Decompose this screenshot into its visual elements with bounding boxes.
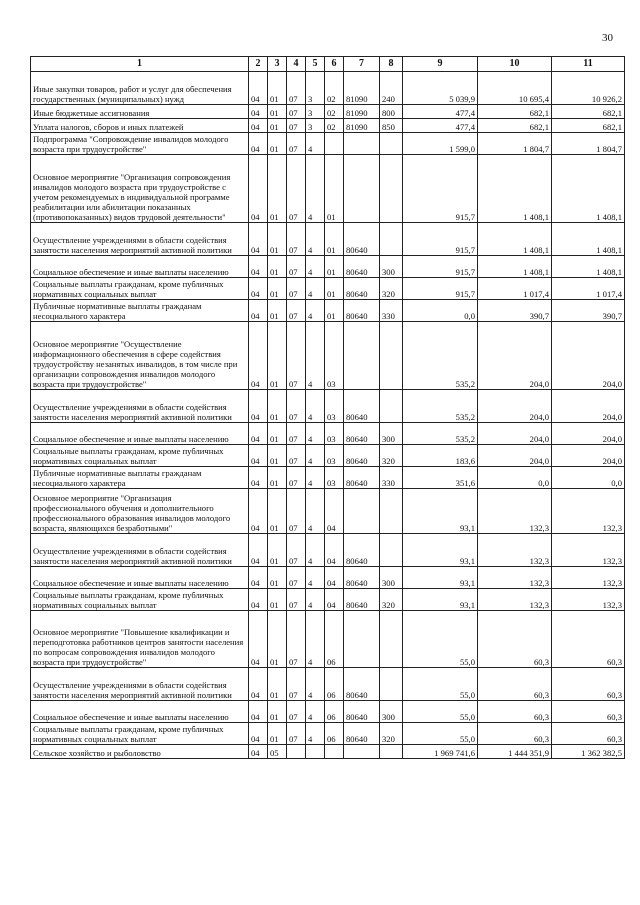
code-cell [325, 133, 344, 155]
amount-cell: 1 408,1 [552, 256, 625, 278]
header-cell: 5 [306, 57, 325, 72]
amount-cell: 1 969 741,6 [403, 745, 478, 759]
code-cell: 80640 [344, 668, 380, 701]
amount-cell: 55,0 [403, 668, 478, 701]
code-cell: 01 [268, 668, 287, 701]
amount-cell: 682,1 [478, 119, 552, 133]
code-cell: 4 [306, 611, 325, 668]
table-row [31, 745, 625, 759]
table-row [31, 611, 625, 668]
code-cell: 04 [325, 567, 344, 589]
code-cell: 300 [380, 567, 403, 589]
row-label-cell: Социальные выплаты гражданам, кроме публичных нормативных социальных выплат [31, 723, 249, 745]
code-cell: 04 [249, 668, 268, 701]
code-cell: 07 [287, 567, 306, 589]
amount-cell: 5 039,9 [403, 72, 478, 105]
code-cell: 01 [325, 155, 344, 223]
page-number: 30 [602, 32, 613, 44]
code-cell: 04 [249, 489, 268, 534]
table-row [31, 133, 625, 155]
table-row [31, 278, 625, 300]
code-cell: 07 [287, 701, 306, 723]
code-cell: 07 [287, 611, 306, 668]
header-cell: 7 [344, 57, 380, 72]
row-label-cell: Осуществление учреждениями в области содействия занятости населения мероприятий активной политики [31, 534, 249, 567]
header-cell: 6 [325, 57, 344, 72]
code-cell: 800 [380, 105, 403, 119]
amount-cell: 1 362 382,5 [552, 745, 625, 759]
table-row [31, 534, 625, 567]
code-cell: 80640 [344, 567, 380, 589]
code-cell: 04 [249, 567, 268, 589]
code-cell: 4 [306, 300, 325, 322]
amount-cell: 132,3 [552, 589, 625, 611]
table-row [31, 322, 625, 390]
code-cell: 330 [380, 467, 403, 489]
amount-cell: 1 408,1 [478, 223, 552, 256]
amount-cell: 477,4 [403, 105, 478, 119]
code-cell: 07 [287, 723, 306, 745]
amount-cell: 682,1 [552, 119, 625, 133]
amount-cell: 60,3 [478, 701, 552, 723]
code-cell: 01 [268, 567, 287, 589]
code-cell: 80640 [344, 723, 380, 745]
table-row [31, 72, 625, 105]
table-row [31, 390, 625, 423]
row-label-cell: Осуществление учреждениями в области содействия занятости населения мероприятий активной политики [31, 668, 249, 701]
code-cell: 01 [268, 445, 287, 467]
code-cell: 4 [306, 489, 325, 534]
amount-cell: 390,7 [478, 300, 552, 322]
code-cell: 07 [287, 278, 306, 300]
code-cell: 01 [268, 300, 287, 322]
code-cell: 240 [380, 72, 403, 105]
code-cell: 04 [249, 133, 268, 155]
code-cell: 07 [287, 489, 306, 534]
code-cell: 04 [249, 105, 268, 119]
code-cell [344, 322, 380, 390]
table-row [31, 300, 625, 322]
amount-cell: 55,0 [403, 723, 478, 745]
code-cell: 04 [249, 322, 268, 390]
row-label-cell: Основное мероприятие "Повышение квалификации и переподготовка работников центров занятости населения по вопросам сопровождения инвалидов молодого возраста при трудоустройстве" [31, 611, 249, 668]
code-cell: 04 [249, 723, 268, 745]
amount-cell: 204,0 [552, 390, 625, 423]
code-cell: 4 [306, 668, 325, 701]
code-cell: 07 [287, 223, 306, 256]
table-row [31, 223, 625, 256]
amount-cell: 535,2 [403, 390, 478, 423]
table-row [31, 589, 625, 611]
code-cell: 4 [306, 589, 325, 611]
code-cell: 04 [249, 119, 268, 133]
header-cell: 9 [403, 57, 478, 72]
code-cell [344, 133, 380, 155]
code-cell: 04 [249, 72, 268, 105]
code-cell: 01 [268, 723, 287, 745]
code-cell: 04 [249, 589, 268, 611]
code-cell: 03 [325, 322, 344, 390]
code-cell: 80640 [344, 589, 380, 611]
code-cell: 4 [306, 278, 325, 300]
row-label-cell: Осуществление учреждениями в области содействия занятости населения мероприятий активной политики [31, 390, 249, 423]
code-cell: 300 [380, 423, 403, 445]
row-label-cell: Публичные нормативные выплаты гражданам несоциального характера [31, 300, 249, 322]
code-cell [380, 390, 403, 423]
amount-cell: 1 017,4 [478, 278, 552, 300]
row-label-cell: Социальные выплаты гражданам, кроме публичных нормативных социальных выплат [31, 278, 249, 300]
amount-cell: 535,2 [403, 322, 478, 390]
code-cell: 04 [249, 223, 268, 256]
header-cell: 4 [287, 57, 306, 72]
code-cell: 04 [325, 589, 344, 611]
code-cell: 330 [380, 300, 403, 322]
code-cell: 4 [306, 467, 325, 489]
code-cell: 04 [249, 534, 268, 567]
code-cell: 01 [268, 278, 287, 300]
row-label-cell: Основное мероприятие "Осуществление информационного обеспечения в сфере содействия трудоустройству незанятых инвалидов, в том числе при организации сопровождения инвалидов молодого возраста при трудоустройстве" [31, 322, 249, 390]
row-label-cell: Социальное обеспечение и иные выплаты населению [31, 423, 249, 445]
row-label-cell: Социальное обеспечение и иные выплаты населению [31, 567, 249, 589]
amount-cell: 204,0 [552, 322, 625, 390]
code-cell [380, 745, 403, 759]
code-cell [325, 745, 344, 759]
code-cell: 01 [268, 589, 287, 611]
code-cell: 01 [268, 611, 287, 668]
code-cell: 07 [287, 300, 306, 322]
code-cell: 04 [249, 701, 268, 723]
code-cell: 06 [325, 668, 344, 701]
header-cell: 1 [31, 57, 249, 72]
code-cell [287, 745, 306, 759]
amount-cell: 55,0 [403, 611, 478, 668]
row-label-cell: Иные закупки товаров, работ и услуг для обеспечения государственных (муниципальных) нужд [31, 72, 249, 105]
code-cell: 850 [380, 119, 403, 133]
header-cell: 10 [478, 57, 552, 72]
code-cell [380, 133, 403, 155]
amount-cell: 1 408,1 [478, 256, 552, 278]
amount-cell: 477,4 [403, 119, 478, 133]
code-cell: 01 [325, 278, 344, 300]
amount-cell: 132,3 [552, 534, 625, 567]
code-cell: 300 [380, 256, 403, 278]
amount-cell: 60,3 [552, 723, 625, 745]
code-cell: 81090 [344, 119, 380, 133]
amount-cell: 93,1 [403, 589, 478, 611]
amount-cell: 132,3 [552, 489, 625, 534]
code-cell: 3 [306, 119, 325, 133]
table-row [31, 489, 625, 534]
row-label-cell: Социальные выплаты гражданам, кроме публичных нормативных социальных выплат [31, 445, 249, 467]
row-label-cell: Социальное обеспечение и иные выплаты населению [31, 701, 249, 723]
code-cell: 4 [306, 423, 325, 445]
header-cell: 11 [552, 57, 625, 72]
code-cell: 320 [380, 589, 403, 611]
table-row [31, 119, 625, 133]
amount-cell: 60,3 [552, 611, 625, 668]
code-cell: 80640 [344, 423, 380, 445]
code-cell: 320 [380, 723, 403, 745]
amount-cell: 0,0 [403, 300, 478, 322]
amount-cell: 915,7 [403, 256, 478, 278]
code-cell: 3 [306, 72, 325, 105]
code-cell: 01 [268, 105, 287, 119]
code-cell: 07 [287, 105, 306, 119]
row-label-cell: Сельское хозяйство и рыболовство [31, 745, 249, 759]
code-cell: 80640 [344, 701, 380, 723]
code-cell: 300 [380, 701, 403, 723]
code-cell: 04 [249, 278, 268, 300]
code-cell: 02 [325, 119, 344, 133]
code-cell: 80640 [344, 223, 380, 256]
amount-cell: 132,3 [552, 567, 625, 589]
amount-cell: 93,1 [403, 534, 478, 567]
code-cell: 07 [287, 668, 306, 701]
code-cell [306, 745, 325, 759]
row-label-cell: Уплата налогов, сборов и иных платежей [31, 119, 249, 133]
code-cell: 80640 [344, 256, 380, 278]
code-cell [380, 611, 403, 668]
code-cell: 01 [268, 119, 287, 133]
code-cell: 07 [287, 322, 306, 390]
header-cell: 8 [380, 57, 403, 72]
code-cell: 80640 [344, 300, 380, 322]
amount-cell: 10 695,4 [478, 72, 552, 105]
code-cell: 02 [325, 105, 344, 119]
code-cell [380, 155, 403, 223]
code-cell: 3 [306, 105, 325, 119]
amount-cell: 1 804,7 [478, 133, 552, 155]
code-cell: 01 [268, 423, 287, 445]
code-cell: 01 [268, 467, 287, 489]
amount-cell: 0,0 [478, 467, 552, 489]
amount-cell: 132,3 [478, 567, 552, 589]
code-cell: 07 [287, 467, 306, 489]
code-cell: 01 [268, 701, 287, 723]
amount-cell: 204,0 [478, 322, 552, 390]
table-row [31, 256, 625, 278]
amount-cell: 915,7 [403, 278, 478, 300]
code-cell: 4 [306, 133, 325, 155]
amount-cell: 390,7 [552, 300, 625, 322]
code-cell: 07 [287, 423, 306, 445]
header-row [31, 57, 625, 72]
code-cell [380, 489, 403, 534]
code-cell: 01 [268, 155, 287, 223]
amount-cell: 55,0 [403, 701, 478, 723]
amount-cell: 1 017,4 [552, 278, 625, 300]
amount-cell: 204,0 [552, 423, 625, 445]
amount-cell: 60,3 [478, 668, 552, 701]
amount-cell: 682,1 [478, 105, 552, 119]
code-cell: 03 [325, 423, 344, 445]
code-cell: 4 [306, 223, 325, 256]
code-cell: 01 [325, 300, 344, 322]
amount-cell: 204,0 [478, 390, 552, 423]
code-cell: 4 [306, 322, 325, 390]
table-row [31, 723, 625, 745]
table-row [31, 567, 625, 589]
row-label-cell: Осуществление учреждениями в области содействия занятости населения мероприятий активной политики [31, 223, 249, 256]
code-cell: 06 [325, 611, 344, 668]
amount-cell: 93,1 [403, 489, 478, 534]
code-cell: 01 [268, 72, 287, 105]
amount-cell: 132,3 [478, 489, 552, 534]
code-cell: 320 [380, 278, 403, 300]
code-cell: 4 [306, 390, 325, 423]
table-row [31, 155, 625, 223]
code-cell: 07 [287, 390, 306, 423]
amount-cell: 0,0 [552, 467, 625, 489]
code-cell: 04 [249, 467, 268, 489]
code-cell [344, 489, 380, 534]
amount-cell: 915,7 [403, 223, 478, 256]
amount-cell: 204,0 [478, 445, 552, 467]
amount-cell: 682,1 [552, 105, 625, 119]
code-cell: 01 [268, 322, 287, 390]
code-cell: 81090 [344, 105, 380, 119]
code-cell: 01 [268, 489, 287, 534]
code-cell: 4 [306, 155, 325, 223]
code-cell: 02 [325, 72, 344, 105]
code-cell: 01 [268, 133, 287, 155]
code-cell: 4 [306, 256, 325, 278]
code-cell: 4 [306, 701, 325, 723]
amount-cell: 60,3 [478, 723, 552, 745]
amount-cell: 535,2 [403, 423, 478, 445]
budget-table [30, 56, 625, 759]
code-cell: 01 [325, 256, 344, 278]
header-cell: 3 [268, 57, 287, 72]
code-cell: 07 [287, 445, 306, 467]
code-cell: 03 [325, 390, 344, 423]
code-cell: 01 [268, 390, 287, 423]
code-cell: 81090 [344, 72, 380, 105]
row-label-cell: Публичные нормативные выплаты гражданам несоциального характера [31, 467, 249, 489]
amount-cell: 1 599,0 [403, 133, 478, 155]
code-cell: 80640 [344, 445, 380, 467]
amount-cell: 132,3 [478, 534, 552, 567]
code-cell: 320 [380, 445, 403, 467]
code-cell: 04 [249, 745, 268, 759]
code-cell: 4 [306, 445, 325, 467]
row-label-cell: Основное мероприятие "Организация сопровождения инвалидов молодого возраста при трудоустройстве с учетом рекомендуемых в индивидуальной программе реабилитации или абилитации показанных (противопоказанных) видов трудовой деятельности" [31, 155, 249, 223]
code-cell [380, 534, 403, 567]
code-cell: 04 [249, 423, 268, 445]
amount-cell: 1 444 351,9 [478, 745, 552, 759]
code-cell: 04 [249, 155, 268, 223]
code-cell: 80640 [344, 278, 380, 300]
amount-cell: 93,1 [403, 567, 478, 589]
code-cell: 07 [287, 256, 306, 278]
code-cell: 80640 [344, 390, 380, 423]
code-cell: 07 [287, 119, 306, 133]
amount-cell: 183,6 [403, 445, 478, 467]
code-cell: 06 [325, 723, 344, 745]
code-cell: 03 [325, 445, 344, 467]
amount-cell: 1 408,1 [552, 223, 625, 256]
amount-cell: 1 804,7 [552, 133, 625, 155]
table-row [31, 701, 625, 723]
code-cell: 07 [287, 133, 306, 155]
code-cell [380, 322, 403, 390]
code-cell [380, 668, 403, 701]
code-cell: 04 [249, 445, 268, 467]
amount-cell: 10 926,2 [552, 72, 625, 105]
row-label-cell: Социальное обеспечение и иные выплаты населению [31, 256, 249, 278]
amount-cell: 351,6 [403, 467, 478, 489]
code-cell [344, 745, 380, 759]
code-cell [380, 223, 403, 256]
code-cell: 4 [306, 567, 325, 589]
amount-cell: 1 408,1 [478, 155, 552, 223]
code-cell: 04 [249, 390, 268, 423]
row-label-cell: Социальные выплаты гражданам, кроме публичных нормативных социальных выплат [31, 589, 249, 611]
code-cell: 01 [325, 223, 344, 256]
code-cell: 07 [287, 534, 306, 567]
code-cell: 07 [287, 72, 306, 105]
code-cell: 07 [287, 155, 306, 223]
code-cell: 04 [249, 300, 268, 322]
row-label-cell: Основное мероприятие "Организация профессионального обучения и дополнительного профессионального образования инвалидов молодого возраста, являющихся безработными" [31, 489, 249, 534]
code-cell: 03 [325, 467, 344, 489]
code-cell: 01 [268, 534, 287, 567]
amount-cell: 60,3 [552, 701, 625, 723]
code-cell: 80640 [344, 467, 380, 489]
code-cell: 4 [306, 723, 325, 745]
code-cell: 4 [306, 534, 325, 567]
amount-cell: 60,3 [478, 611, 552, 668]
code-cell: 04 [249, 256, 268, 278]
amount-cell: 915,7 [403, 155, 478, 223]
code-cell [344, 611, 380, 668]
code-cell: 80640 [344, 534, 380, 567]
table-row [31, 445, 625, 467]
code-cell: 05 [268, 745, 287, 759]
amount-cell: 1 408,1 [552, 155, 625, 223]
code-cell: 04 [325, 534, 344, 567]
code-cell: 01 [268, 223, 287, 256]
table-row [31, 668, 625, 701]
table-row [31, 423, 625, 445]
amount-cell: 60,3 [552, 668, 625, 701]
table-row [31, 105, 625, 119]
code-cell: 04 [249, 611, 268, 668]
row-label-cell: Иные бюджетные ассигнования [31, 105, 249, 119]
amount-cell: 204,0 [478, 423, 552, 445]
row-label-cell: Подпрограмма "Сопровождение инвалидов молодого возраста при трудоустройстве" [31, 133, 249, 155]
code-cell: 07 [287, 589, 306, 611]
code-cell [344, 155, 380, 223]
code-cell: 06 [325, 701, 344, 723]
code-cell: 04 [325, 489, 344, 534]
code-cell: 01 [268, 256, 287, 278]
table-row [31, 467, 625, 489]
table-body [31, 72, 625, 759]
amount-cell: 204,0 [552, 445, 625, 467]
amount-cell: 132,3 [478, 589, 552, 611]
header-cell: 2 [249, 57, 268, 72]
